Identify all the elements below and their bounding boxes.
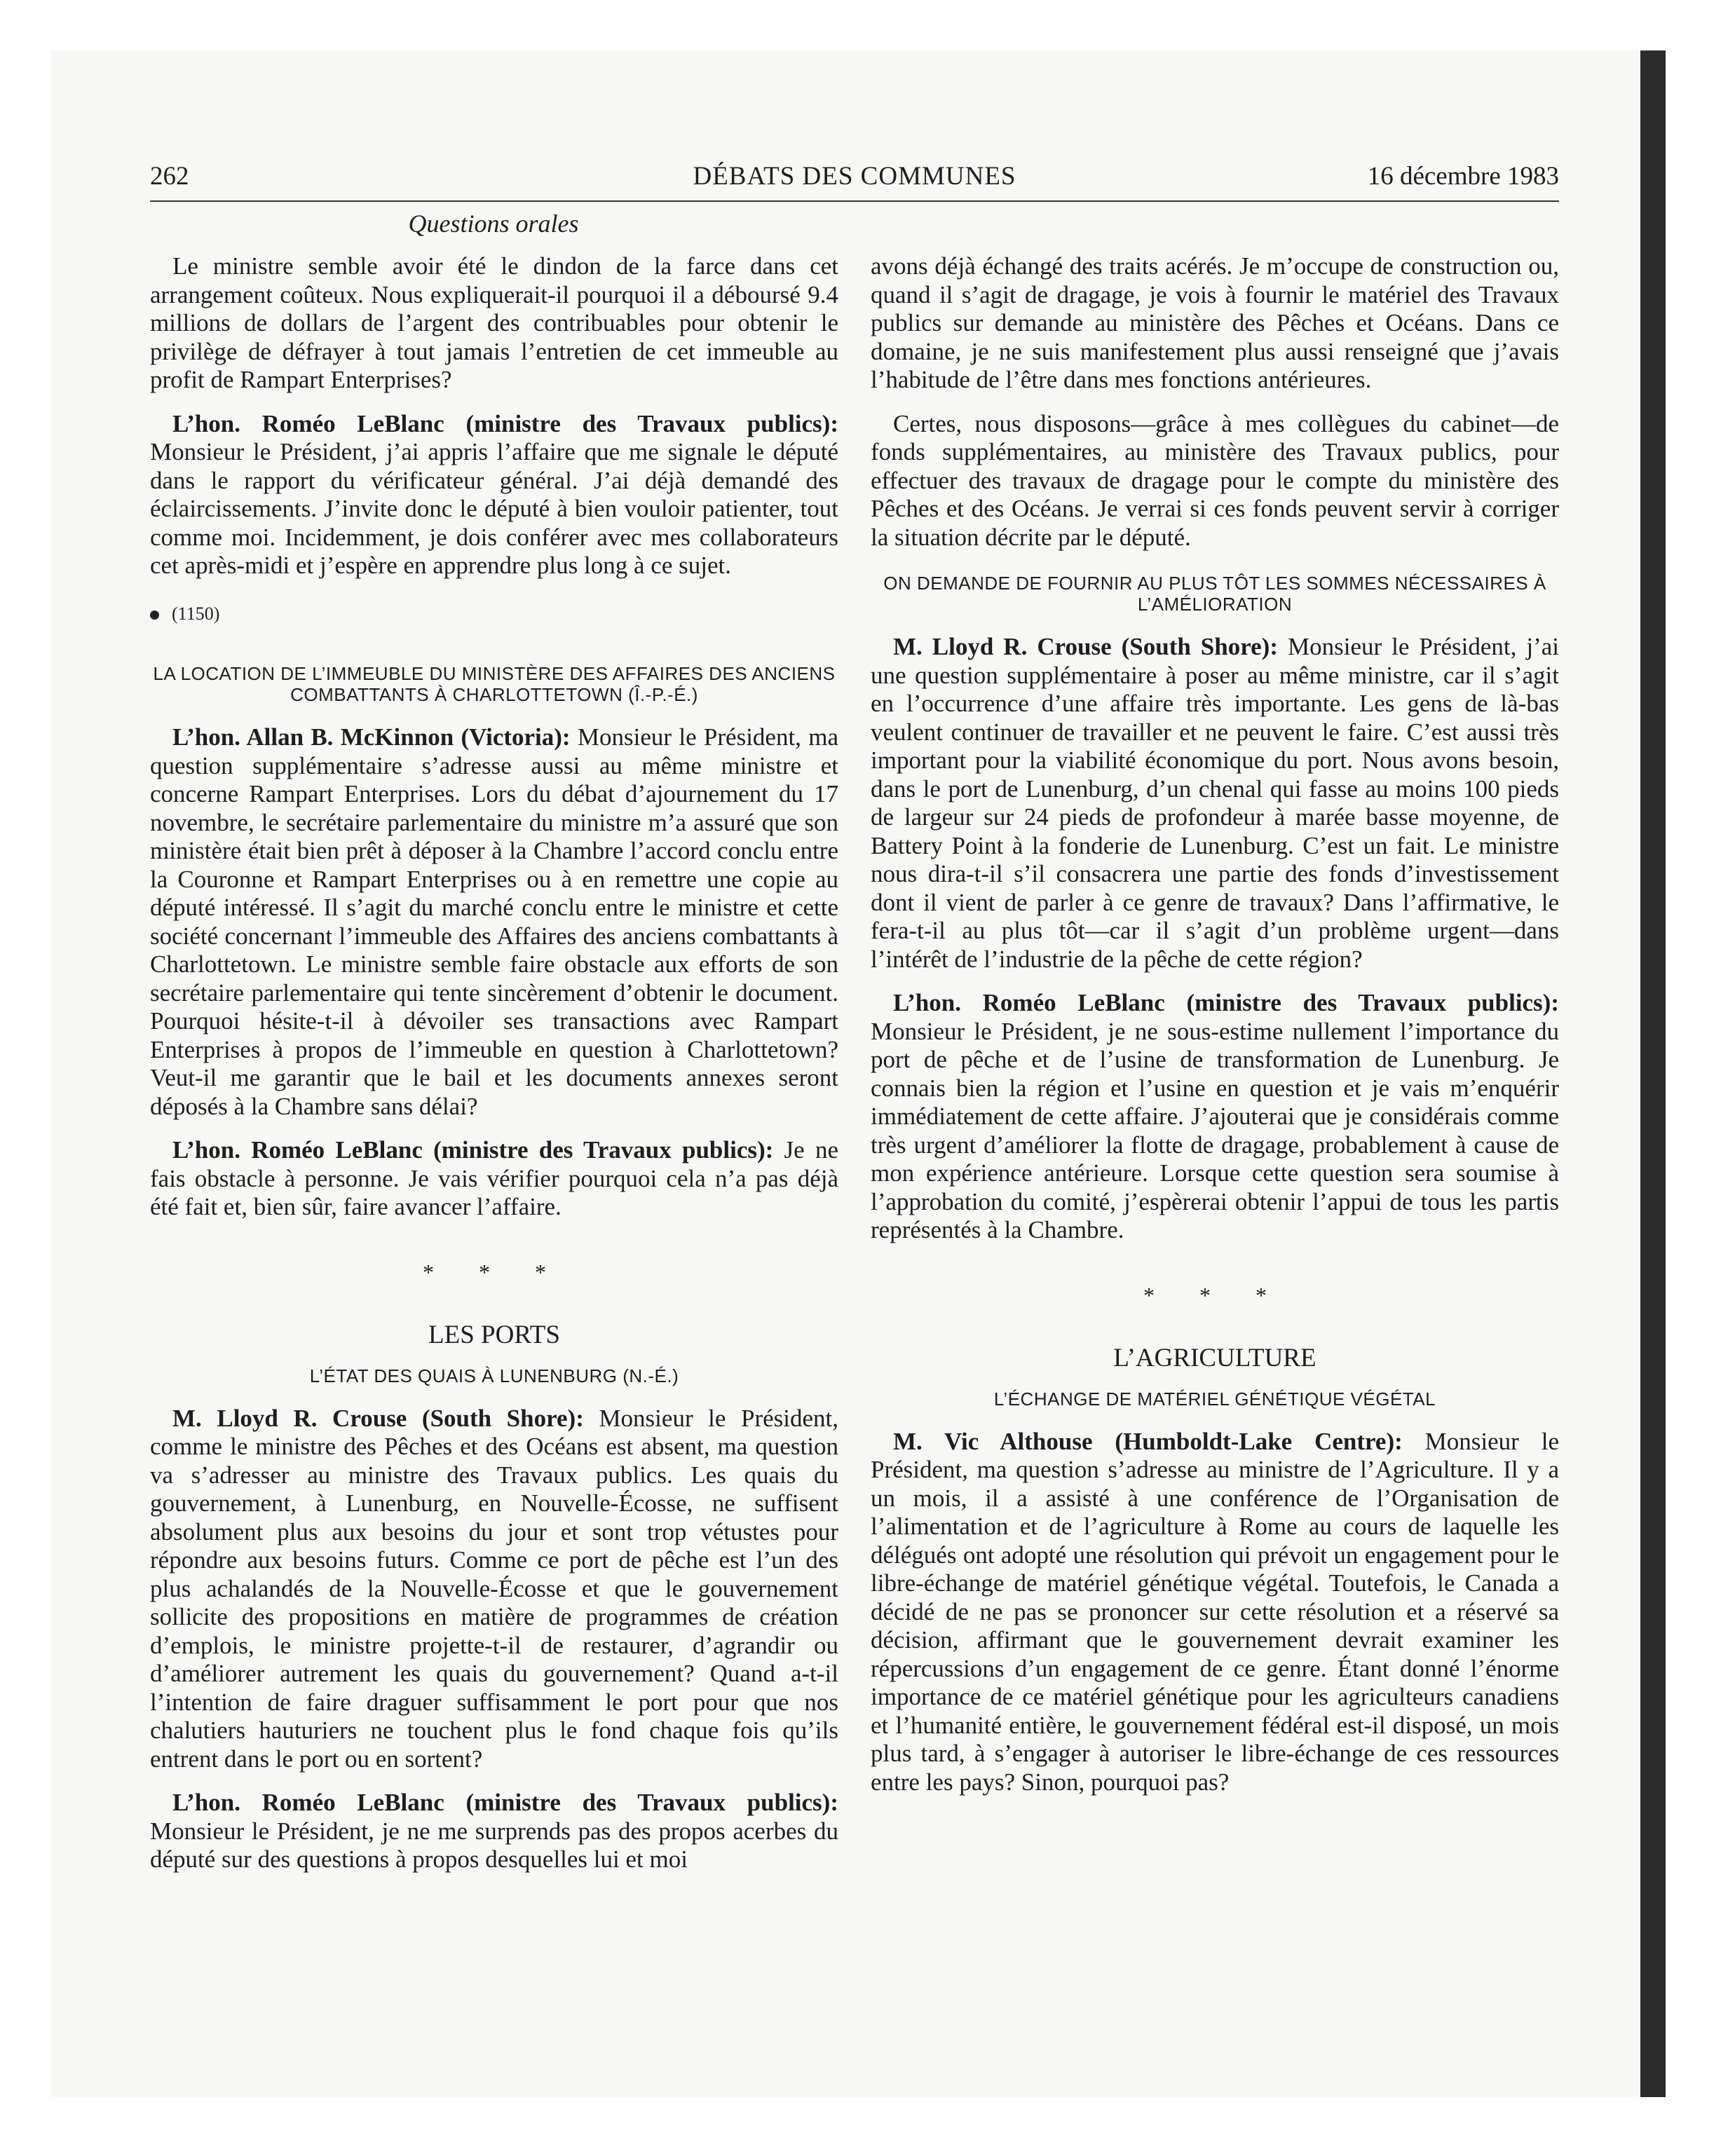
speech-text: Monsieur le Président, ma question supplémentaire s’adresse aussi au même ministre et concerne Rampart Enterprises. Lors du débat d’ajournement du 17 novembre, le secrétaire parlementaire du ministre m’a assuré que son ministère était bien prêt à déposer à la Chambre l’accord conclu entre la Couronne et Rampart Enterprises ou à en remettre une copie au député intéressé. Il s’agit du marché conclu entre le ministre et cette société concernant l’immeuble des Affaires des anciens combattants à Charlottetown. Le ministre semble faire obstacle aux efforts de son secrétaire parlementaire qui tente sincèrement d’obtenir le document. Pourquoi hésite-t-il à dévoiler ses transactions avec Rampart Enterprises à propos de l’immeuble en question à Charlottetown? Veut-il me garantir que le bail et les documents annexes seront déposés à la Chambre sans délai? [150,723,838,1120]
paragraph [150,1136,838,1222]
bullet-icon [150,610,159,620]
publication-title: DÉBATS DES COMMUNES [693,162,1016,191]
time-marker-label: (1150) [172,603,220,624]
right-column [871,252,1559,1812]
publication-date: 16 décembre 1983 [1367,162,1559,191]
left-column [150,252,838,1890]
speaker-name: L’hon. Allan B. McKinnon (Victoria): [172,723,571,751]
paragraph [871,633,1559,974]
subheading: LA LOCATION DE L’IMMEUBLE DU MINISTÈRE DES AFFAIRES DES ANCIENS COMBATTANTS À CHARLOTTETOWN (Î.-P.-É.) [153,663,836,705]
speech-text: Monsieur le Président, comme le ministre des Pêches et des Océans est absent, ma question va s’adresser au ministre des Travaux publics. Les quais du gouvernement, à Lunenburg, en Nouvelle-Écosse, ne suffisent absolument plus aux besoins du jour et sont trop vétustes pour répondre aux besoins futurs. Comme ce port de pêche est l’un des plus achalandés de la Nouvelle-Écosse et que le gouvernement sollicite des propositions en matière de programmes de création d’emplois, le ministre projette-t-il de restaurer, d’agrandir ou d’améliorer autrement les quais du gouvernement? Quand a-t-il l’intention de faire draguer suffisamment le port pour que nos chalutiers hauturiers ne touchent plus le fond chaque fois qu’ils entrent dans le port ou en sortent? [150,1404,838,1773]
section-separator: * * * [1143,1282,1286,1308]
paragraph [150,410,838,580]
time-marker [150,600,838,629]
subheading: L’ÉTAT DES QUAIS À LUNENBURG (N.-É.) [309,1365,679,1386]
speech-text: Monsieur le Président, j’ai une question supplémentaire à poser au même ministre, car il s’agit en l’occurrence d’une affaire très importante. Les gens de là-bas veulent continuer de travailler et ne peuvent le faire. C’est aussi très important pour la viabilité économique du port. Nous avons besoin, dans le port de Lunenburg, d’un chenal qui fasse au moins 100 pieds de largeur sur 24 pieds de profondeur à marée basse moyenne, de Battery Point à la fonderie de Lunenburg. C’est un fait. Le ministre nous dira-t-il s’il consacrera une partie des fonds d’investissement dont il vient de parler à ce genre de travaux? Dans l’affirmative, le fera-t-il au plus tôt—car il s’agit d’un problème urgent—dans l’intérêt de l’industrie de la pêche de cette région? [871,633,1560,973]
section-tag: Questions orales [408,210,579,238]
speech-text: Je ne fais obstacle à personne. Je vais vérifier pourquoi cela n’a pas déjà été fait et, bien sûr, faire avancer l’affaire. [150,1136,838,1220]
subheading: ON DEMANDE DE FOURNIR AU PLUS TÔT LES SOMMES NÉCESSAIRES À L’AMÉLIORATION [883,573,1546,615]
paragraph: Certes, nous disposons—grâce à mes collègues du cabinet—de fonds supplémentaires, au ministère des Travaux publics, pour effectuer des travaux de dragage pour le compte du ministère des Pêches et des Océans. Je verrai si ces fonds peuvent servir à corriger la situation décrite par le député. [871,409,1559,551]
section-heading: LES PORTS [428,1321,560,1349]
speech-text: Monsieur le Président, je ne sous-estime nullement l’importance du port de pêche et de l’usine de transformation de Lunenburg. Je connais bien la région et l’usine en question et je vais m’enquérir immédiatement de cette affaire. J’ajouterai que je considérais comme très urgent d’améliorer la flotte de dragage, probablement à cause de mon expérience antérieure. Lorsque cette question sera soumise à l’approbation du comité, j’espèrerai obtenir l’appui de tous les partis représentés à la Chambre. [871,1017,1559,1243]
section-separator: * * * [423,1259,566,1285]
speech-text: Monsieur le Président, j’ai appris l’affaire que me signale le député dans le rapport du vérificateur général. J’ai déjà demandé des éclaircissements. J’invite donc le député à bien vouloir patienter, tout comme moi. Incidemment, je dois conférer avec mes collaborateurs cet après-midi et j’espère en apprendre plus long à ce sujet. [150,438,838,579]
speaker-name: L’hon. Roméo LeBlanc (ministre des Travaux publics): [172,409,838,437]
speech-text: Monsieur le Président, ma question s’adresse au ministre de l’Agriculture. Il y a un mois, il a assisté à une conférence de l’Organisation de l’alimentation et de l’agriculture à Rome au cours de laquelle les délégués ont adopté une résolution qui prévoit un engagement pour le libre-échange de matériel génétique végétal. Toutefois, le Canada a décidé de ne pas se prononcer sur cette résolution et a réservé sa décision, affirmant que le gouvernement devrait examiner les répercussions d’un engagement de ce genre. Étant donné l’énorme importance de ce matériel génétique pour les agriculteurs canadiens et l’humanité entière, le gouvernement fédéral est-il disposé, un mois plus tard, à s’engager à autoriser le libre-échange de ces ressources entre les pays? Sinon, pourquoi pas? [871,1427,1559,1796]
speaker-name: M. Vic Althouse (Humboldt-Lake Centre): [893,1427,1403,1455]
paragraph [150,1405,838,1774]
speaker-name: M. Lloyd R. Crouse (South Shore): [893,633,1278,660]
speaker-name: M. Lloyd R. Crouse (South Shore): [172,1404,584,1432]
page-number: 262 [150,162,189,191]
scan-edge-shadow [1640,50,1666,2097]
speaker-name: L’hon. Roméo LeBlanc (ministre des Travaux publics): [172,1136,774,1164]
page-header [150,158,1559,202]
paragraph [871,1428,1559,1797]
speaker-name: L’hon. Roméo LeBlanc (ministre des Travaux publics): [172,1789,838,1816]
subheading: L’ÉCHANGE DE MATÉRIEL GÉNÉTIQUE VÉGÉTAL [993,1388,1436,1410]
speaker-name: L’hon. Roméo LeBlanc (ministre des Travaux publics): [893,989,1559,1016]
paragraph: Le ministre semble avoir été le dindon de la farce dans cet arrangement coûteux. Nous expliquerait-il pourquoi il a déboursé 9.4 millions de dollars de l’argent des contribuables pour obtenir le privilège de défrayer à tout jamais l’entretien de cet immeuble au profit de Rampart Enterprises? [150,252,838,393]
paragraph: avons déjà échangé des traits acérés. Je m’occupe de construction ou, quand il s’agit de dragage, je vois à fournir le matériel des Travaux publics sur demande au ministère des Pêches et Océans. Dans ce domaine, je ne suis manifestement plus aussi renseigné que j’avais l’habitude de l’être dans mes fonctions antérieures. [871,252,1559,393]
paragraph [871,989,1559,1245]
section-heading: L’AGRICULTURE [1113,1344,1316,1372]
speech-text: Monsieur le Président, je ne me surprends pas des propos acerbes du député sur des questions à propos desquelles lui et moi [150,1817,838,1873]
paragraph [150,723,838,1121]
paragraph [150,1789,838,1874]
